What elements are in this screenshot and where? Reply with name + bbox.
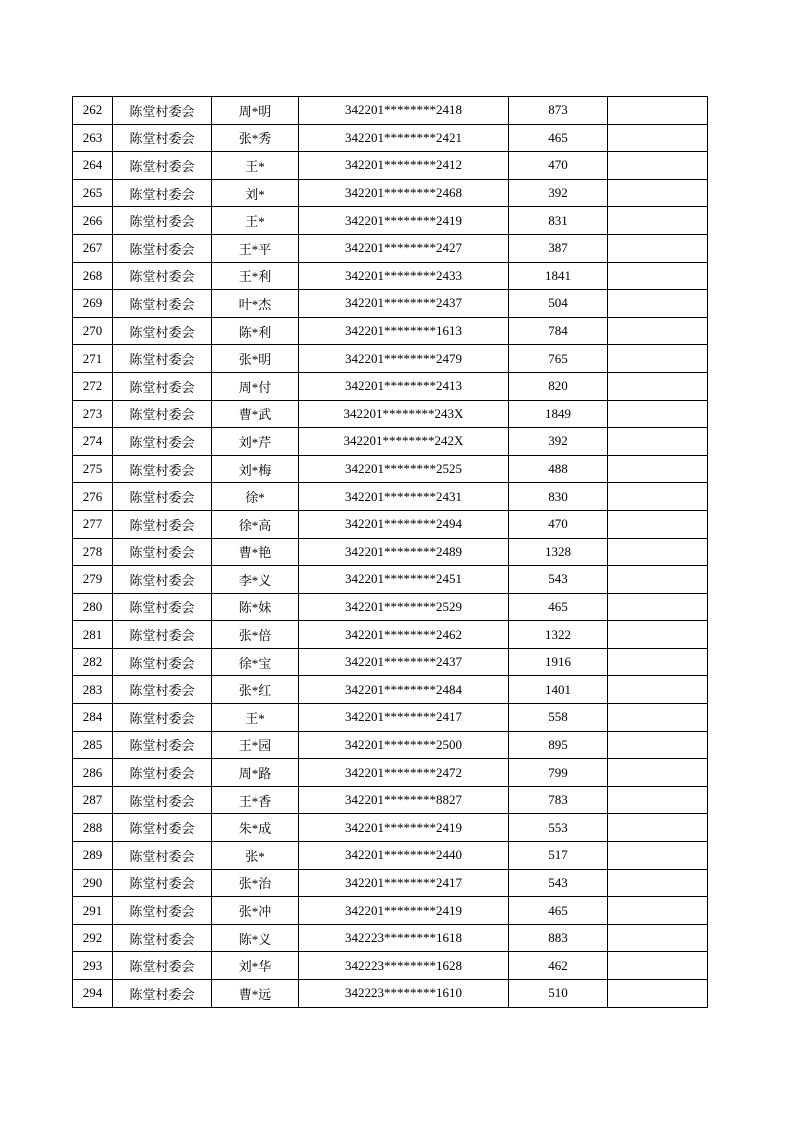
amount-cell: 820 <box>509 372 608 400</box>
table-row <box>73 345 708 373</box>
id-number-cell: 342201********2489 <box>299 538 509 566</box>
amount-cell: 1328 <box>509 538 608 566</box>
amount-cell: 504 <box>509 290 608 318</box>
unit-cell: 陈堂村委会 <box>113 731 212 759</box>
note-cell <box>608 759 708 787</box>
table-row <box>73 952 708 980</box>
id-number-cell: 342201********2427 <box>299 234 509 262</box>
amount-cell: 883 <box>509 924 608 952</box>
row-number-cell: 267 <box>73 234 113 262</box>
table-row <box>73 676 708 704</box>
name-cell: 朱*成 <box>212 814 299 842</box>
id-number-cell: 342201********2451 <box>299 566 509 594</box>
id-number-cell: 342201********2529 <box>299 593 509 621</box>
unit-cell: 陈堂村委会 <box>113 124 212 152</box>
unit-cell: 陈堂村委会 <box>113 593 212 621</box>
unit-cell: 陈堂村委会 <box>113 483 212 511</box>
row-number-cell: 285 <box>73 731 113 759</box>
note-cell <box>608 593 708 621</box>
id-number-cell: 342223********1618 <box>299 924 509 952</box>
row-number-cell: 279 <box>73 566 113 594</box>
unit-cell: 陈堂村委会 <box>113 400 212 428</box>
name-cell: 徐* <box>212 483 299 511</box>
table-row <box>73 538 708 566</box>
id-number-cell: 342201********2418 <box>299 97 509 125</box>
note-cell <box>608 786 708 814</box>
table-row <box>73 731 708 759</box>
table-row <box>73 152 708 180</box>
name-cell: 张*冲 <box>212 897 299 925</box>
row-number-cell: 271 <box>73 345 113 373</box>
note-cell <box>608 124 708 152</box>
id-number-cell: 342201********2431 <box>299 483 509 511</box>
note-cell <box>608 317 708 345</box>
note-cell <box>608 97 708 125</box>
unit-cell: 陈堂村委会 <box>113 207 212 235</box>
name-cell: 张*治 <box>212 869 299 897</box>
name-cell: 刘*华 <box>212 952 299 980</box>
row-number-cell: 263 <box>73 124 113 152</box>
amount-cell: 465 <box>509 897 608 925</box>
note-cell <box>608 179 708 207</box>
unit-cell: 陈堂村委会 <box>113 897 212 925</box>
row-number-cell: 281 <box>73 621 113 649</box>
note-cell <box>608 980 708 1008</box>
row-number-cell: 270 <box>73 317 113 345</box>
unit-cell: 陈堂村委会 <box>113 842 212 870</box>
note-cell <box>608 731 708 759</box>
amount-cell: 1849 <box>509 400 608 428</box>
table-row <box>73 842 708 870</box>
id-number-cell: 342223********1610 <box>299 980 509 1008</box>
name-cell: 曹*武 <box>212 400 299 428</box>
id-number-cell: 342201********2433 <box>299 262 509 290</box>
row-number-cell: 287 <box>73 786 113 814</box>
row-number-cell: 275 <box>73 455 113 483</box>
amount-cell: 465 <box>509 593 608 621</box>
row-number-cell: 269 <box>73 290 113 318</box>
row-number-cell: 262 <box>73 97 113 125</box>
amount-cell: 558 <box>509 704 608 732</box>
name-cell: 刘*芹 <box>212 428 299 456</box>
name-cell: 陈*利 <box>212 317 299 345</box>
note-cell <box>608 704 708 732</box>
id-number-cell: 342201********2419 <box>299 814 509 842</box>
note-cell <box>608 345 708 373</box>
row-number-cell: 286 <box>73 759 113 787</box>
name-cell: 刘* <box>212 179 299 207</box>
amount-cell: 873 <box>509 97 608 125</box>
amount-cell: 543 <box>509 869 608 897</box>
row-number-cell: 293 <box>73 952 113 980</box>
table-row <box>73 317 708 345</box>
name-cell: 周*明 <box>212 97 299 125</box>
note-cell <box>608 372 708 400</box>
row-number-cell: 268 <box>73 262 113 290</box>
amount-cell: 510 <box>509 980 608 1008</box>
name-cell: 张* <box>212 842 299 870</box>
table-row <box>73 648 708 676</box>
id-number-cell: 342201********2494 <box>299 510 509 538</box>
amount-cell: 831 <box>509 207 608 235</box>
note-cell <box>608 234 708 262</box>
table-row <box>73 483 708 511</box>
row-number-cell: 266 <box>73 207 113 235</box>
amount-cell: 830 <box>509 483 608 511</box>
amount-cell: 1322 <box>509 621 608 649</box>
amount-cell: 462 <box>509 952 608 980</box>
unit-cell: 陈堂村委会 <box>113 538 212 566</box>
table-row <box>73 400 708 428</box>
amount-cell: 1916 <box>509 648 608 676</box>
unit-cell: 陈堂村委会 <box>113 980 212 1008</box>
id-number-cell: 342201********2413 <box>299 372 509 400</box>
table-row <box>73 924 708 952</box>
name-cell: 王*园 <box>212 731 299 759</box>
row-number-cell: 283 <box>73 676 113 704</box>
name-cell: 周*路 <box>212 759 299 787</box>
row-number-cell: 265 <box>73 179 113 207</box>
amount-cell: 465 <box>509 124 608 152</box>
table-row <box>73 814 708 842</box>
row-number-cell: 277 <box>73 510 113 538</box>
amount-cell: 543 <box>509 566 608 594</box>
unit-cell: 陈堂村委会 <box>113 952 212 980</box>
unit-cell: 陈堂村委会 <box>113 759 212 787</box>
id-number-cell: 342201********1613 <box>299 317 509 345</box>
unit-cell: 陈堂村委会 <box>113 372 212 400</box>
roster-table-body <box>73 97 708 1008</box>
note-cell <box>608 621 708 649</box>
table-row <box>73 510 708 538</box>
note-cell <box>608 428 708 456</box>
id-number-cell: 342201********2419 <box>299 207 509 235</box>
id-number-cell: 342201********2419 <box>299 897 509 925</box>
row-number-cell: 276 <box>73 483 113 511</box>
unit-cell: 陈堂村委会 <box>113 290 212 318</box>
id-number-cell: 342201********2417 <box>299 704 509 732</box>
note-cell <box>608 814 708 842</box>
unit-cell: 陈堂村委会 <box>113 234 212 262</box>
name-cell: 王* <box>212 704 299 732</box>
table-row <box>73 262 708 290</box>
name-cell: 周*付 <box>212 372 299 400</box>
table-row <box>73 566 708 594</box>
id-number-cell: 342201********2484 <box>299 676 509 704</box>
table-row <box>73 124 708 152</box>
unit-cell: 陈堂村委会 <box>113 97 212 125</box>
note-cell <box>608 455 708 483</box>
note-cell <box>608 676 708 704</box>
row-number-cell: 291 <box>73 897 113 925</box>
name-cell: 刘*梅 <box>212 455 299 483</box>
unit-cell: 陈堂村委会 <box>113 152 212 180</box>
id-number-cell: 342201********2472 <box>299 759 509 787</box>
name-cell: 李*义 <box>212 566 299 594</box>
name-cell: 陈*义 <box>212 924 299 952</box>
unit-cell: 陈堂村委会 <box>113 676 212 704</box>
id-number-cell: 342201********2462 <box>299 621 509 649</box>
note-cell <box>608 924 708 952</box>
amount-cell: 1401 <box>509 676 608 704</box>
name-cell: 张*倍 <box>212 621 299 649</box>
row-number-cell: 290 <box>73 869 113 897</box>
note-cell <box>608 262 708 290</box>
roster-table <box>72 96 708 1008</box>
row-number-cell: 273 <box>73 400 113 428</box>
id-number-cell: 342223********1628 <box>299 952 509 980</box>
note-cell <box>608 483 708 511</box>
id-number-cell: 342201********2468 <box>299 179 509 207</box>
note-cell <box>608 152 708 180</box>
table-row <box>73 234 708 262</box>
amount-cell: 784 <box>509 317 608 345</box>
note-cell <box>608 290 708 318</box>
unit-cell: 陈堂村委会 <box>113 924 212 952</box>
row-number-cell: 284 <box>73 704 113 732</box>
unit-cell: 陈堂村委会 <box>113 648 212 676</box>
name-cell: 张*明 <box>212 345 299 373</box>
id-number-cell: 342201********2412 <box>299 152 509 180</box>
name-cell: 陈*妹 <box>212 593 299 621</box>
note-cell <box>608 207 708 235</box>
name-cell: 曹*艳 <box>212 538 299 566</box>
name-cell: 王* <box>212 152 299 180</box>
name-cell: 叶*杰 <box>212 290 299 318</box>
amount-cell: 470 <box>509 152 608 180</box>
name-cell: 王*平 <box>212 234 299 262</box>
amount-cell: 488 <box>509 455 608 483</box>
table-row <box>73 179 708 207</box>
table-row <box>73 207 708 235</box>
amount-cell: 895 <box>509 731 608 759</box>
amount-cell: 783 <box>509 786 608 814</box>
id-number-cell: 342201********2437 <box>299 648 509 676</box>
note-cell <box>608 566 708 594</box>
id-number-cell: 342201********2479 <box>299 345 509 373</box>
id-number-cell: 342201********2417 <box>299 869 509 897</box>
note-cell <box>608 897 708 925</box>
table-row <box>73 704 708 732</box>
table-row <box>73 980 708 1008</box>
name-cell: 王* <box>212 207 299 235</box>
table-row <box>73 97 708 125</box>
unit-cell: 陈堂村委会 <box>113 262 212 290</box>
id-number-cell: 342201********2525 <box>299 455 509 483</box>
id-number-cell: 342201********8827 <box>299 786 509 814</box>
note-cell <box>608 842 708 870</box>
note-cell <box>608 648 708 676</box>
id-number-cell: 342201********2437 <box>299 290 509 318</box>
table-row <box>73 428 708 456</box>
row-number-cell: 272 <box>73 372 113 400</box>
row-number-cell: 274 <box>73 428 113 456</box>
amount-cell: 392 <box>509 428 608 456</box>
note-cell <box>608 869 708 897</box>
amount-cell: 387 <box>509 234 608 262</box>
table-row <box>73 372 708 400</box>
unit-cell: 陈堂村委会 <box>113 179 212 207</box>
table-row <box>73 593 708 621</box>
row-number-cell: 264 <box>73 152 113 180</box>
table-row <box>73 759 708 787</box>
note-cell <box>608 538 708 566</box>
id-number-cell: 342201********2500 <box>299 731 509 759</box>
amount-cell: 1841 <box>509 262 608 290</box>
name-cell: 张*秀 <box>212 124 299 152</box>
name-cell: 曹*远 <box>212 980 299 1008</box>
unit-cell: 陈堂村委会 <box>113 814 212 842</box>
unit-cell: 陈堂村委会 <box>113 704 212 732</box>
unit-cell: 陈堂村委会 <box>113 345 212 373</box>
name-cell: 张*红 <box>212 676 299 704</box>
name-cell: 王*香 <box>212 786 299 814</box>
unit-cell: 陈堂村委会 <box>113 786 212 814</box>
note-cell <box>608 952 708 980</box>
table-row <box>73 621 708 649</box>
unit-cell: 陈堂村委会 <box>113 566 212 594</box>
row-number-cell: 288 <box>73 814 113 842</box>
amount-cell: 765 <box>509 345 608 373</box>
table-row <box>73 897 708 925</box>
unit-cell: 陈堂村委会 <box>113 621 212 649</box>
name-cell: 徐*宝 <box>212 648 299 676</box>
amount-cell: 517 <box>509 842 608 870</box>
id-number-cell: 342201********2440 <box>299 842 509 870</box>
id-number-cell: 342201********242X <box>299 428 509 456</box>
table-row <box>73 455 708 483</box>
row-number-cell: 294 <box>73 980 113 1008</box>
id-number-cell: 342201********2421 <box>299 124 509 152</box>
note-cell <box>608 400 708 428</box>
unit-cell: 陈堂村委会 <box>113 510 212 538</box>
amount-cell: 392 <box>509 179 608 207</box>
amount-cell: 470 <box>509 510 608 538</box>
row-number-cell: 289 <box>73 842 113 870</box>
name-cell: 徐*高 <box>212 510 299 538</box>
table-row <box>73 786 708 814</box>
unit-cell: 陈堂村委会 <box>113 869 212 897</box>
unit-cell: 陈堂村委会 <box>113 455 212 483</box>
table-row <box>73 290 708 318</box>
unit-cell: 陈堂村委会 <box>113 428 212 456</box>
id-number-cell: 342201********243X <box>299 400 509 428</box>
amount-cell: 553 <box>509 814 608 842</box>
row-number-cell: 278 <box>73 538 113 566</box>
note-cell <box>608 510 708 538</box>
name-cell: 王*利 <box>212 262 299 290</box>
row-number-cell: 282 <box>73 648 113 676</box>
row-number-cell: 292 <box>73 924 113 952</box>
table-row <box>73 869 708 897</box>
unit-cell: 陈堂村委会 <box>113 317 212 345</box>
row-number-cell: 280 <box>73 593 113 621</box>
amount-cell: 799 <box>509 759 608 787</box>
